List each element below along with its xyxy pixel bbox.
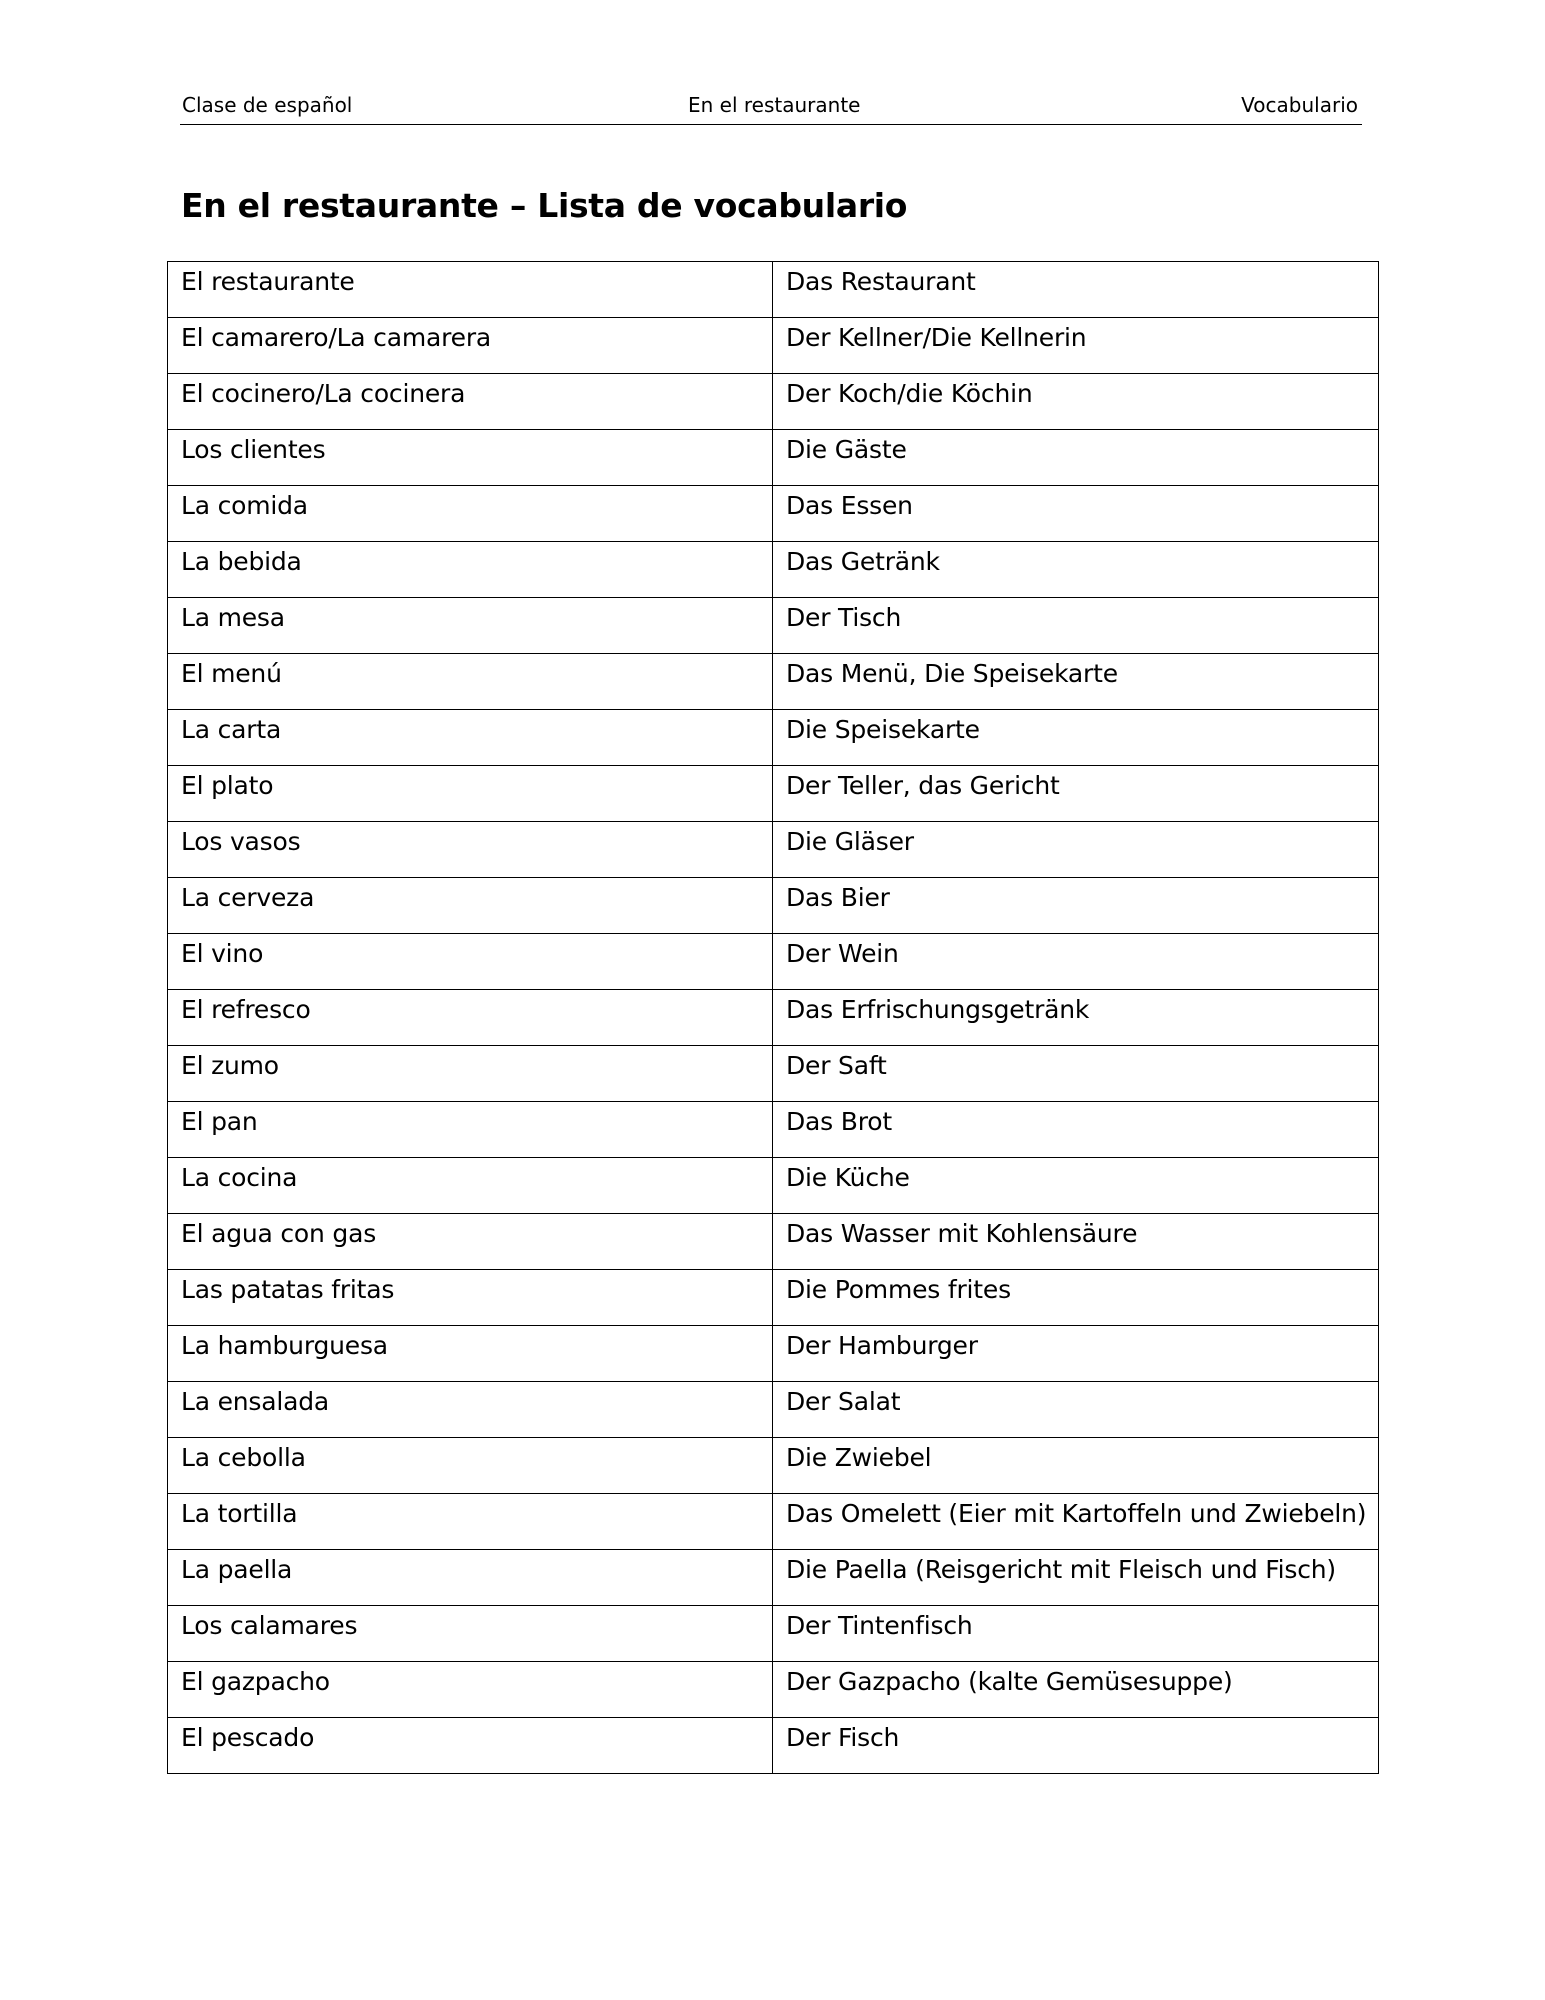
german-translation: Der Tisch — [773, 598, 1379, 654]
table-row — [168, 1382, 1379, 1438]
german-translation: Die Gäste — [773, 430, 1379, 486]
spanish-term: La tortilla — [168, 1494, 773, 1550]
page-header — [180, 90, 1362, 125]
spanish-term: El refresco — [168, 990, 773, 1046]
spanish-term: El camarero/La camarera — [168, 318, 773, 374]
german-translation: Die Gläser — [773, 822, 1379, 878]
vocabulary-table-body — [168, 262, 1379, 1774]
table-row — [168, 878, 1379, 934]
spanish-term: La cocina — [168, 1158, 773, 1214]
table-row — [168, 934, 1379, 990]
german-translation: Das Essen — [773, 486, 1379, 542]
spanish-term: El gazpacho — [168, 1662, 773, 1718]
table-row — [168, 598, 1379, 654]
spanish-term: El plato — [168, 766, 773, 822]
german-translation: Die Pommes frites — [773, 1270, 1379, 1326]
german-translation: Das Omelett (Eier mit Kartoffeln und Zwiebeln) — [773, 1494, 1379, 1550]
german-translation: Die Zwiebel — [773, 1438, 1379, 1494]
german-translation: Der Tintenfisch — [773, 1606, 1379, 1662]
spanish-term: La cerveza — [168, 878, 773, 934]
table-row — [168, 1046, 1379, 1102]
spanish-term: El pescado — [168, 1718, 773, 1774]
german-translation: Das Erfrischungsgetränk — [773, 990, 1379, 1046]
table-row — [168, 1662, 1379, 1718]
spanish-term: El zumo — [168, 1046, 773, 1102]
german-translation: Das Brot — [773, 1102, 1379, 1158]
spanish-term: La ensalada — [168, 1382, 773, 1438]
spanish-term: Las patatas fritas — [168, 1270, 773, 1326]
german-translation: Der Koch/die Köchin — [773, 374, 1379, 430]
spanish-term: El pan — [168, 1102, 773, 1158]
header-course-name: Clase de español — [182, 93, 353, 117]
spanish-term: La bebida — [168, 542, 773, 598]
spanish-term: El menú — [168, 654, 773, 710]
german-translation: Der Salat — [773, 1382, 1379, 1438]
table-row — [168, 1270, 1379, 1326]
german-translation: Der Gazpacho (kalte Gemüsesuppe) — [773, 1662, 1379, 1718]
header-topic: En el restaurante — [688, 93, 861, 117]
table-row — [168, 1158, 1379, 1214]
table-row — [168, 374, 1379, 430]
spanish-term: Los vasos — [168, 822, 773, 878]
german-translation: Der Kellner/Die Kellnerin — [773, 318, 1379, 374]
table-row — [168, 710, 1379, 766]
table-row — [168, 318, 1379, 374]
spanish-term: Los calamares — [168, 1606, 773, 1662]
table-row — [168, 1550, 1379, 1606]
vocabulary-table — [167, 261, 1379, 1774]
german-translation: Das Getränk — [773, 542, 1379, 598]
table-row — [168, 654, 1379, 710]
spanish-term: La comida — [168, 486, 773, 542]
german-translation: Das Wasser mit Kohlensäure — [773, 1214, 1379, 1270]
table-row — [168, 766, 1379, 822]
spanish-term: El agua con gas — [168, 1214, 773, 1270]
table-row — [168, 486, 1379, 542]
german-translation: Der Wein — [773, 934, 1379, 990]
german-translation: Die Küche — [773, 1158, 1379, 1214]
german-translation: Der Saft — [773, 1046, 1379, 1102]
table-row — [168, 1102, 1379, 1158]
header-section: Vocabulario — [1241, 93, 1358, 117]
german-translation: Der Fisch — [773, 1718, 1379, 1774]
spanish-term: La mesa — [168, 598, 773, 654]
german-translation: Das Restaurant — [773, 262, 1379, 318]
table-row — [168, 1438, 1379, 1494]
table-row — [168, 1326, 1379, 1382]
spanish-term: Los clientes — [168, 430, 773, 486]
table-row — [168, 1494, 1379, 1550]
german-translation: Das Bier — [773, 878, 1379, 934]
table-row — [168, 1606, 1379, 1662]
table-row — [168, 542, 1379, 598]
german-translation: Die Paella (Reisgericht mit Fleisch und Fisch) — [773, 1550, 1379, 1606]
table-row — [168, 262, 1379, 318]
german-translation: Die Speisekarte — [773, 710, 1379, 766]
table-row — [168, 1214, 1379, 1270]
spanish-term: La carta — [168, 710, 773, 766]
german-translation: Der Hamburger — [773, 1326, 1379, 1382]
spanish-term: La hamburguesa — [168, 1326, 773, 1382]
table-row — [168, 990, 1379, 1046]
page-title: En el restaurante – Lista de vocabulario — [181, 186, 908, 225]
spanish-term: El restaurante — [168, 262, 773, 318]
spanish-term: El vino — [168, 934, 773, 990]
table-row — [168, 430, 1379, 486]
german-translation: Das Menü, Die Speisekarte — [773, 654, 1379, 710]
german-translation: Der Teller, das Gericht — [773, 766, 1379, 822]
spanish-term: El cocinero/La cocinera — [168, 374, 773, 430]
spanish-term: La paella — [168, 1550, 773, 1606]
table-row — [168, 1718, 1379, 1774]
spanish-term: La cebolla — [168, 1438, 773, 1494]
table-row — [168, 822, 1379, 878]
